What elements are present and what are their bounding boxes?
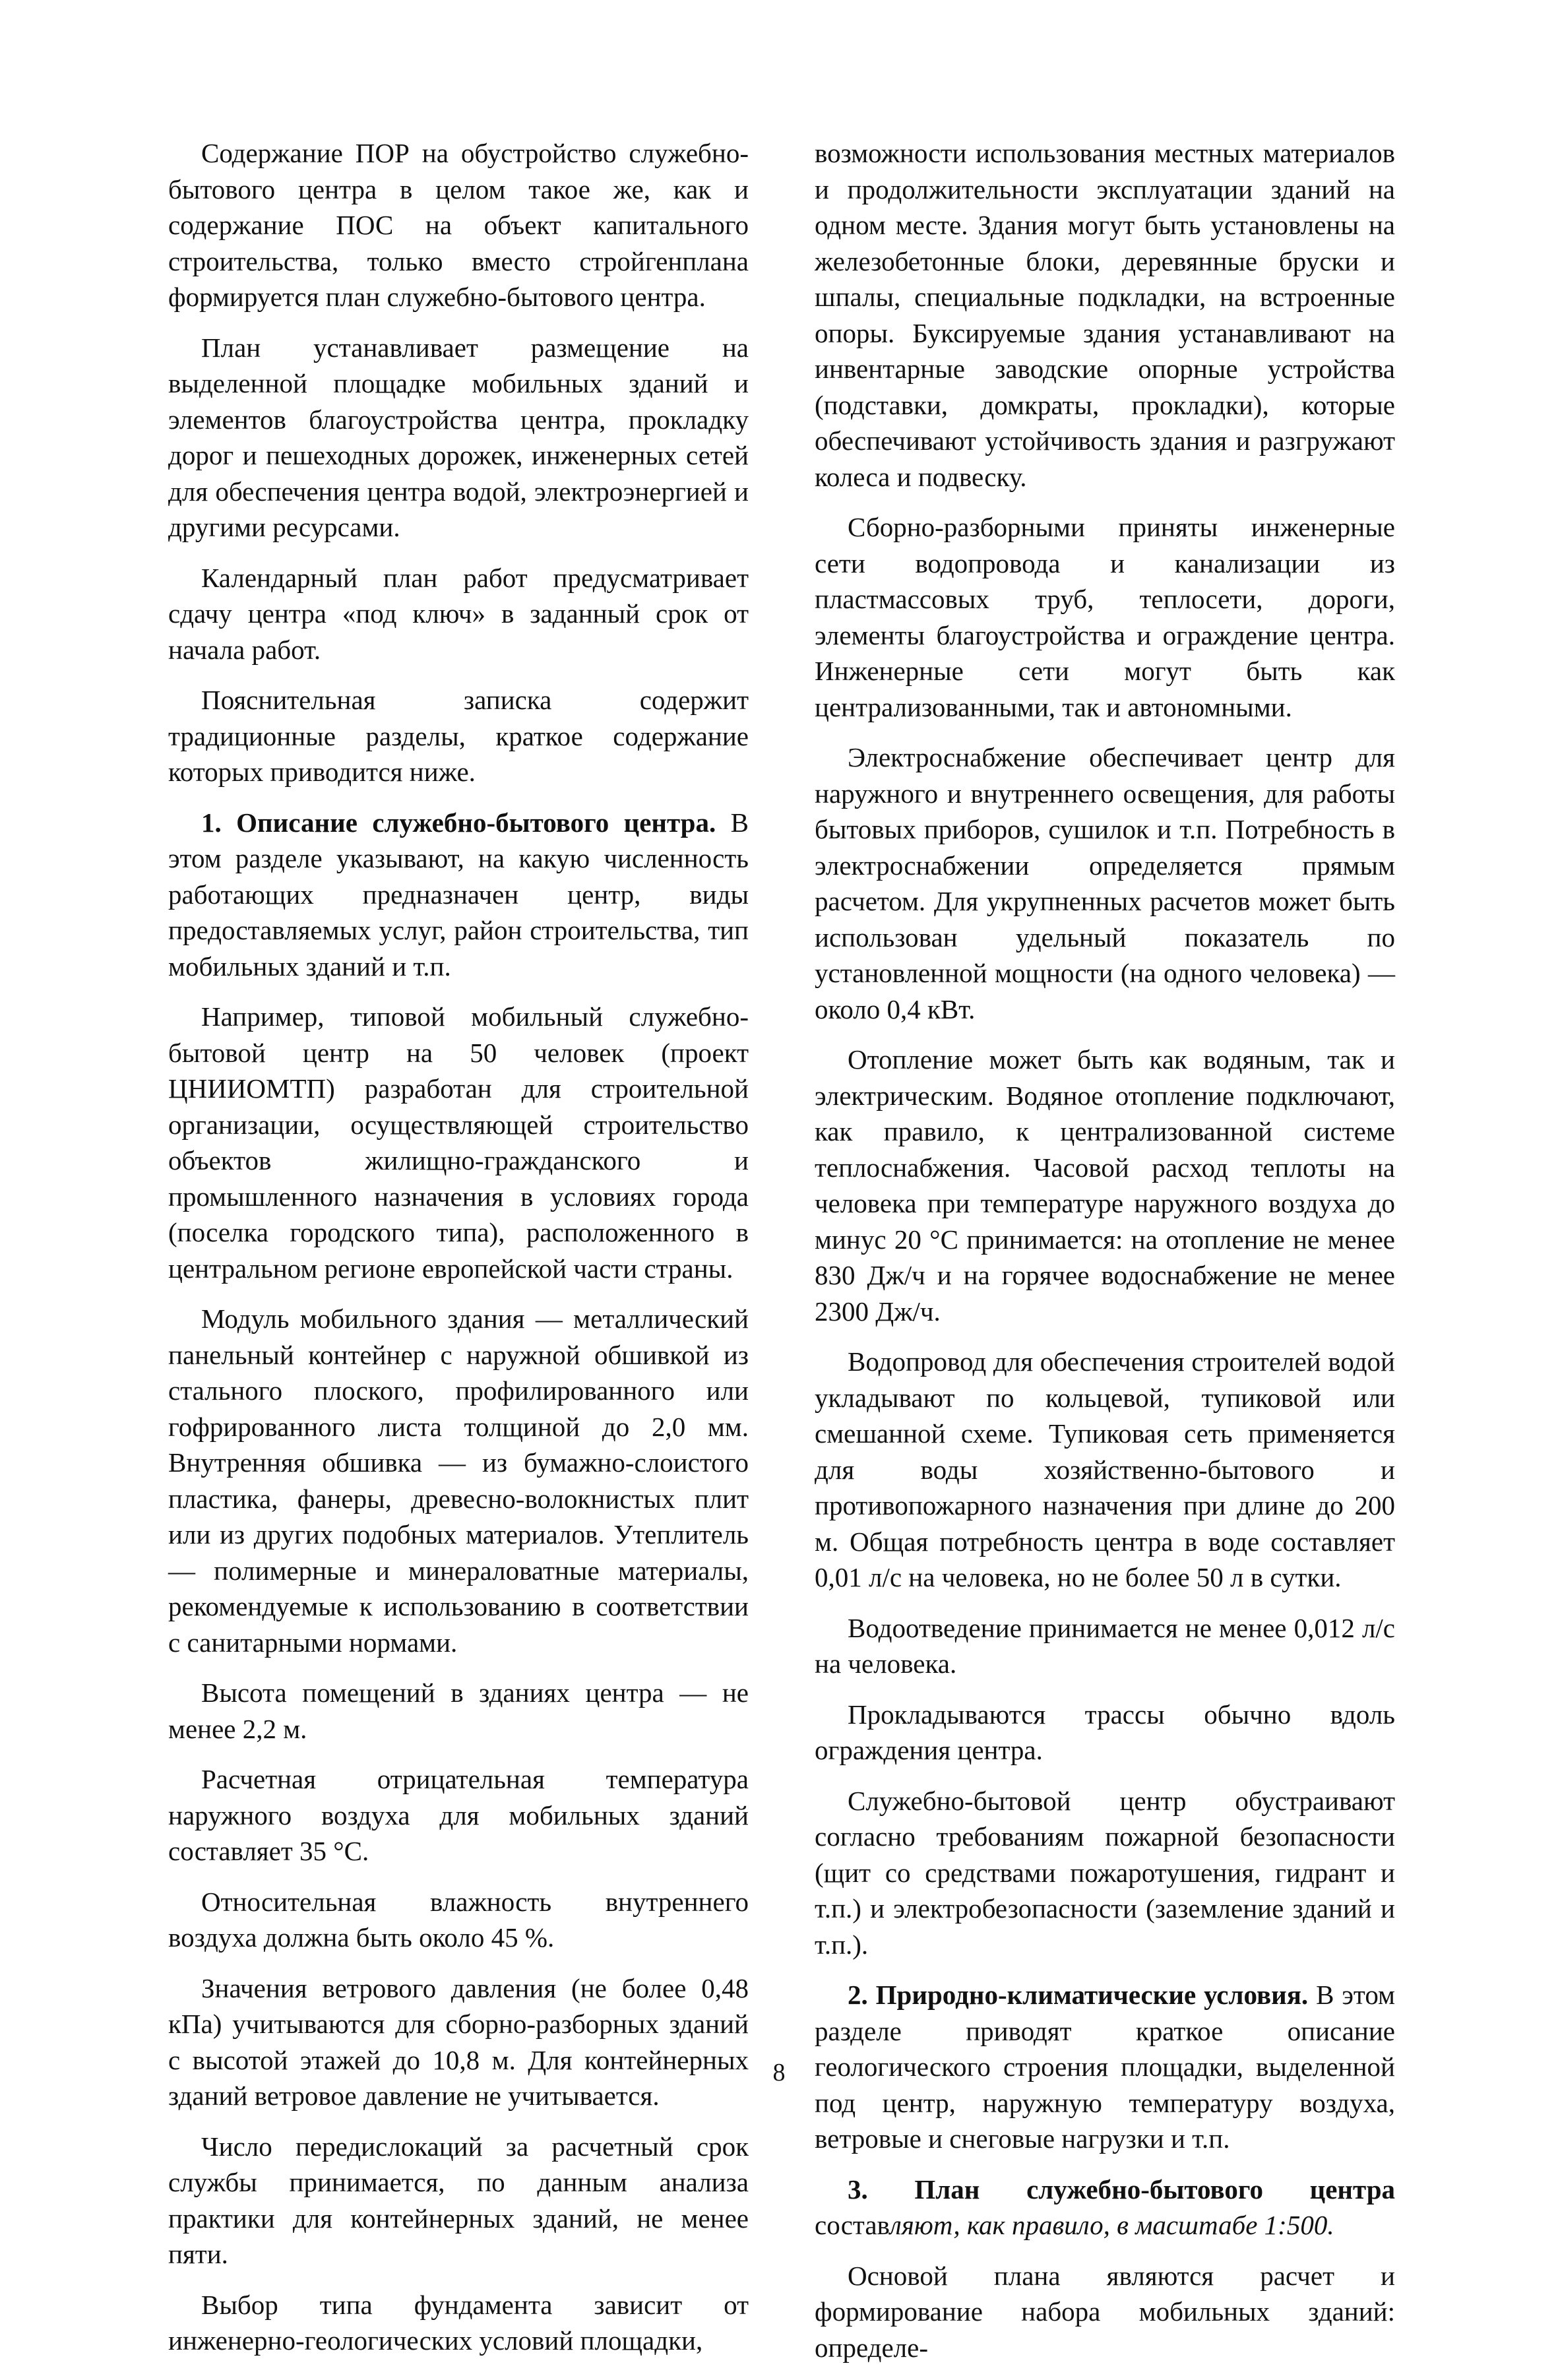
paragraph-continued: возможности использования местных материалов и продолжительности эксплуатации зданий на одном месте. Здания могут быть установлены на железобетонные блоки, деревянные бруски и шпалы, специальные подкладки, на встроенные опоры. Буксируемые здания устанавливают на инвентарные заводские опорные устройства (подставки, домкраты, прокладки), которые обеспечивают устойчивость здания и разгружают колеса и подвеску.	[815, 138, 1395, 492]
paragraph: Модуль мобильного здания — металлический панельный контейнер с наружной обшивкой из стального плоского, профилированного или гофрированного листа толщиной до 2,0 мм. Внутренняя обшивка — из бумажно-слоистого пластика, фанеры, древесно-волокнистых плит или из других подобных материалов. Утеплитель — полимерные и минераловатные материалы, рекомендуемые к использованию в соответствии с санитарными нормами.	[168, 1303, 749, 1658]
section-2-text: В этом разделе приводят краткое описание геологического строения площадки, выделенной под центр, наружную температуру воздуха, ветровые и снеговые нагрузки и т.п.	[815, 1980, 1395, 2154]
paragraph: Прокладываются трассы обычно вдоль ограждения центра.	[815, 1699, 1395, 1765]
paragraph: Водопровод для обеспечения строителей водой укладывают по кольцевой, тупиковой или смешанной схеме. Тупиковая сеть применяется для воды хозяйственно-бытового и противопожарного назначения при длине до 200 м. Общая потребность центра в воде составляет 0,01 л/с на человека, но не более 50 л в сутки.	[815, 1346, 1395, 1592]
section-1-text: В этом разделе указывают, на какую численность работающих предназначен центр, виды предоставляемых услуг, район строительства, тип мобильных зданий и т.п.	[168, 807, 749, 982]
paragraph: Служебно-бытовой центр обустраивают согласно требованиям пожарной безопасности (щит со средствами пожаротушения, гидрант и т.п.) и электробезопасности (заземление зданий и т.п.).	[815, 1785, 1395, 1960]
paragraph: Значения ветрового давления (не более 0,48 кПа) учитываются для сборно-разборных зданий с высотой этажей до 10,8 м. Для контейнерных зданий ветровое давление не учитывается.	[168, 1972, 749, 2111]
paragraph: Отопление может быть как водяным, так и электрическим. Водяное отопление подключают, как правило, к централизованной системе теплоснабжения. Часовой расход теплоты на человека при температуре наружного воздуха до минус 20 °С принимается: на отопление не менее 830 Дж/ч и на горячее водоснабжение не менее 2300 Дж/ч.	[815, 1044, 1395, 1327]
paragraph: Электроснабжение обеспечивает центр для наружного и внутреннего освещения, для работы бытовых приборов, сушилок и т.п. Потребность в электроснабжении определяется прямым расчетом. Для укрупненных расчетов может быть использован удельный показатель по установленной мощности (на одного человека) — около 0,4 кВт.	[815, 742, 1395, 1024]
section-3-heading: 3. План служебно-бытового центра	[848, 2174, 1395, 2205]
paragraph: Расчетная отрицательная температура наружного воздуха для мобильных зданий составляет 35 °С.	[168, 1764, 749, 1866]
paragraph: Высота помещений в зданиях центра — не менее 2,2 м.	[168, 1677, 749, 1744]
paragraph: Сборно-разборными приняты инженерные сети водопровода и канализации из пластмассовых труб, теплосети, дороги, элементы благоустройства и ограждение центра. Инженерные сети могут быть как централизованными, так и автономными.	[815, 512, 1395, 722]
paragraph: Водоотведение принимается не менее 0,012 л/с на человека.	[815, 1612, 1395, 1679]
section-3-text: состав	[815, 2210, 890, 2240]
section-3-paragraph	[815, 2172, 1395, 2243]
paragraph: Содержание ПОР на обустройство служебно-бытового центра в целом такое же, как и содержание ПОС на объект капитального строительства, только вместо стройгенплана формируется план служебно-бытового центра.	[168, 138, 749, 312]
paragraph: Выбор типа фундамента зависит от инженерно-геологических условий площадки,	[168, 2289, 749, 2356]
paragraph: План устанавливает размещение на выделенной площадке мобильных зданий и элементов благоустройства центра, прокладку дорог и пешеходных дорожек, инженерных сетей для обеспечения центра водой, электроэнергией и другими ресурсами.	[168, 332, 749, 542]
left-column	[168, 135, 749, 2373]
paragraph: Основой плана являются расчет и формирование набора мобильных зданий: определе-	[815, 2260, 1395, 2363]
page-number: 8	[772, 2059, 786, 2086]
paragraph: Число передислокаций за расчетный срок службы принимается, по данным анализа практики для контейнерных зданий, не менее пяти.	[168, 2131, 749, 2269]
paragraph: Пояснительная записка содержит традиционные разделы, краткое содержание которых приводится ниже.	[168, 685, 749, 787]
right-column	[815, 135, 1395, 2380]
section-1-heading: 1. Описание служебно-бытового центра.	[201, 807, 716, 838]
section-3-italic-text: ляют, как правило, в масштабе 1:500.	[889, 2210, 1334, 2240]
paragraph: Календарный план работ предусматривает сдачу центра «под ключ» в заданный срок от начала работ.	[168, 562, 749, 665]
section-2-heading: 2. Природно-климатические условия.	[848, 1980, 1309, 2010]
paragraph: Например, типовой мобильный служебно-бытовой центр на 50 человек (проект ЦНИИОМТП) разработан для строительной организации, осуществляющей строительство объектов жилищно-гражданского и промышленного назначения в условиях города (поселка городского типа), расположенного в центральном регионе европейской части страны.	[168, 1001, 749, 1284]
paragraph: Относительная влажность внутреннего воздуха должна быть около 45 %.	[168, 1886, 749, 1953]
section-1-paragraph	[168, 805, 749, 985]
